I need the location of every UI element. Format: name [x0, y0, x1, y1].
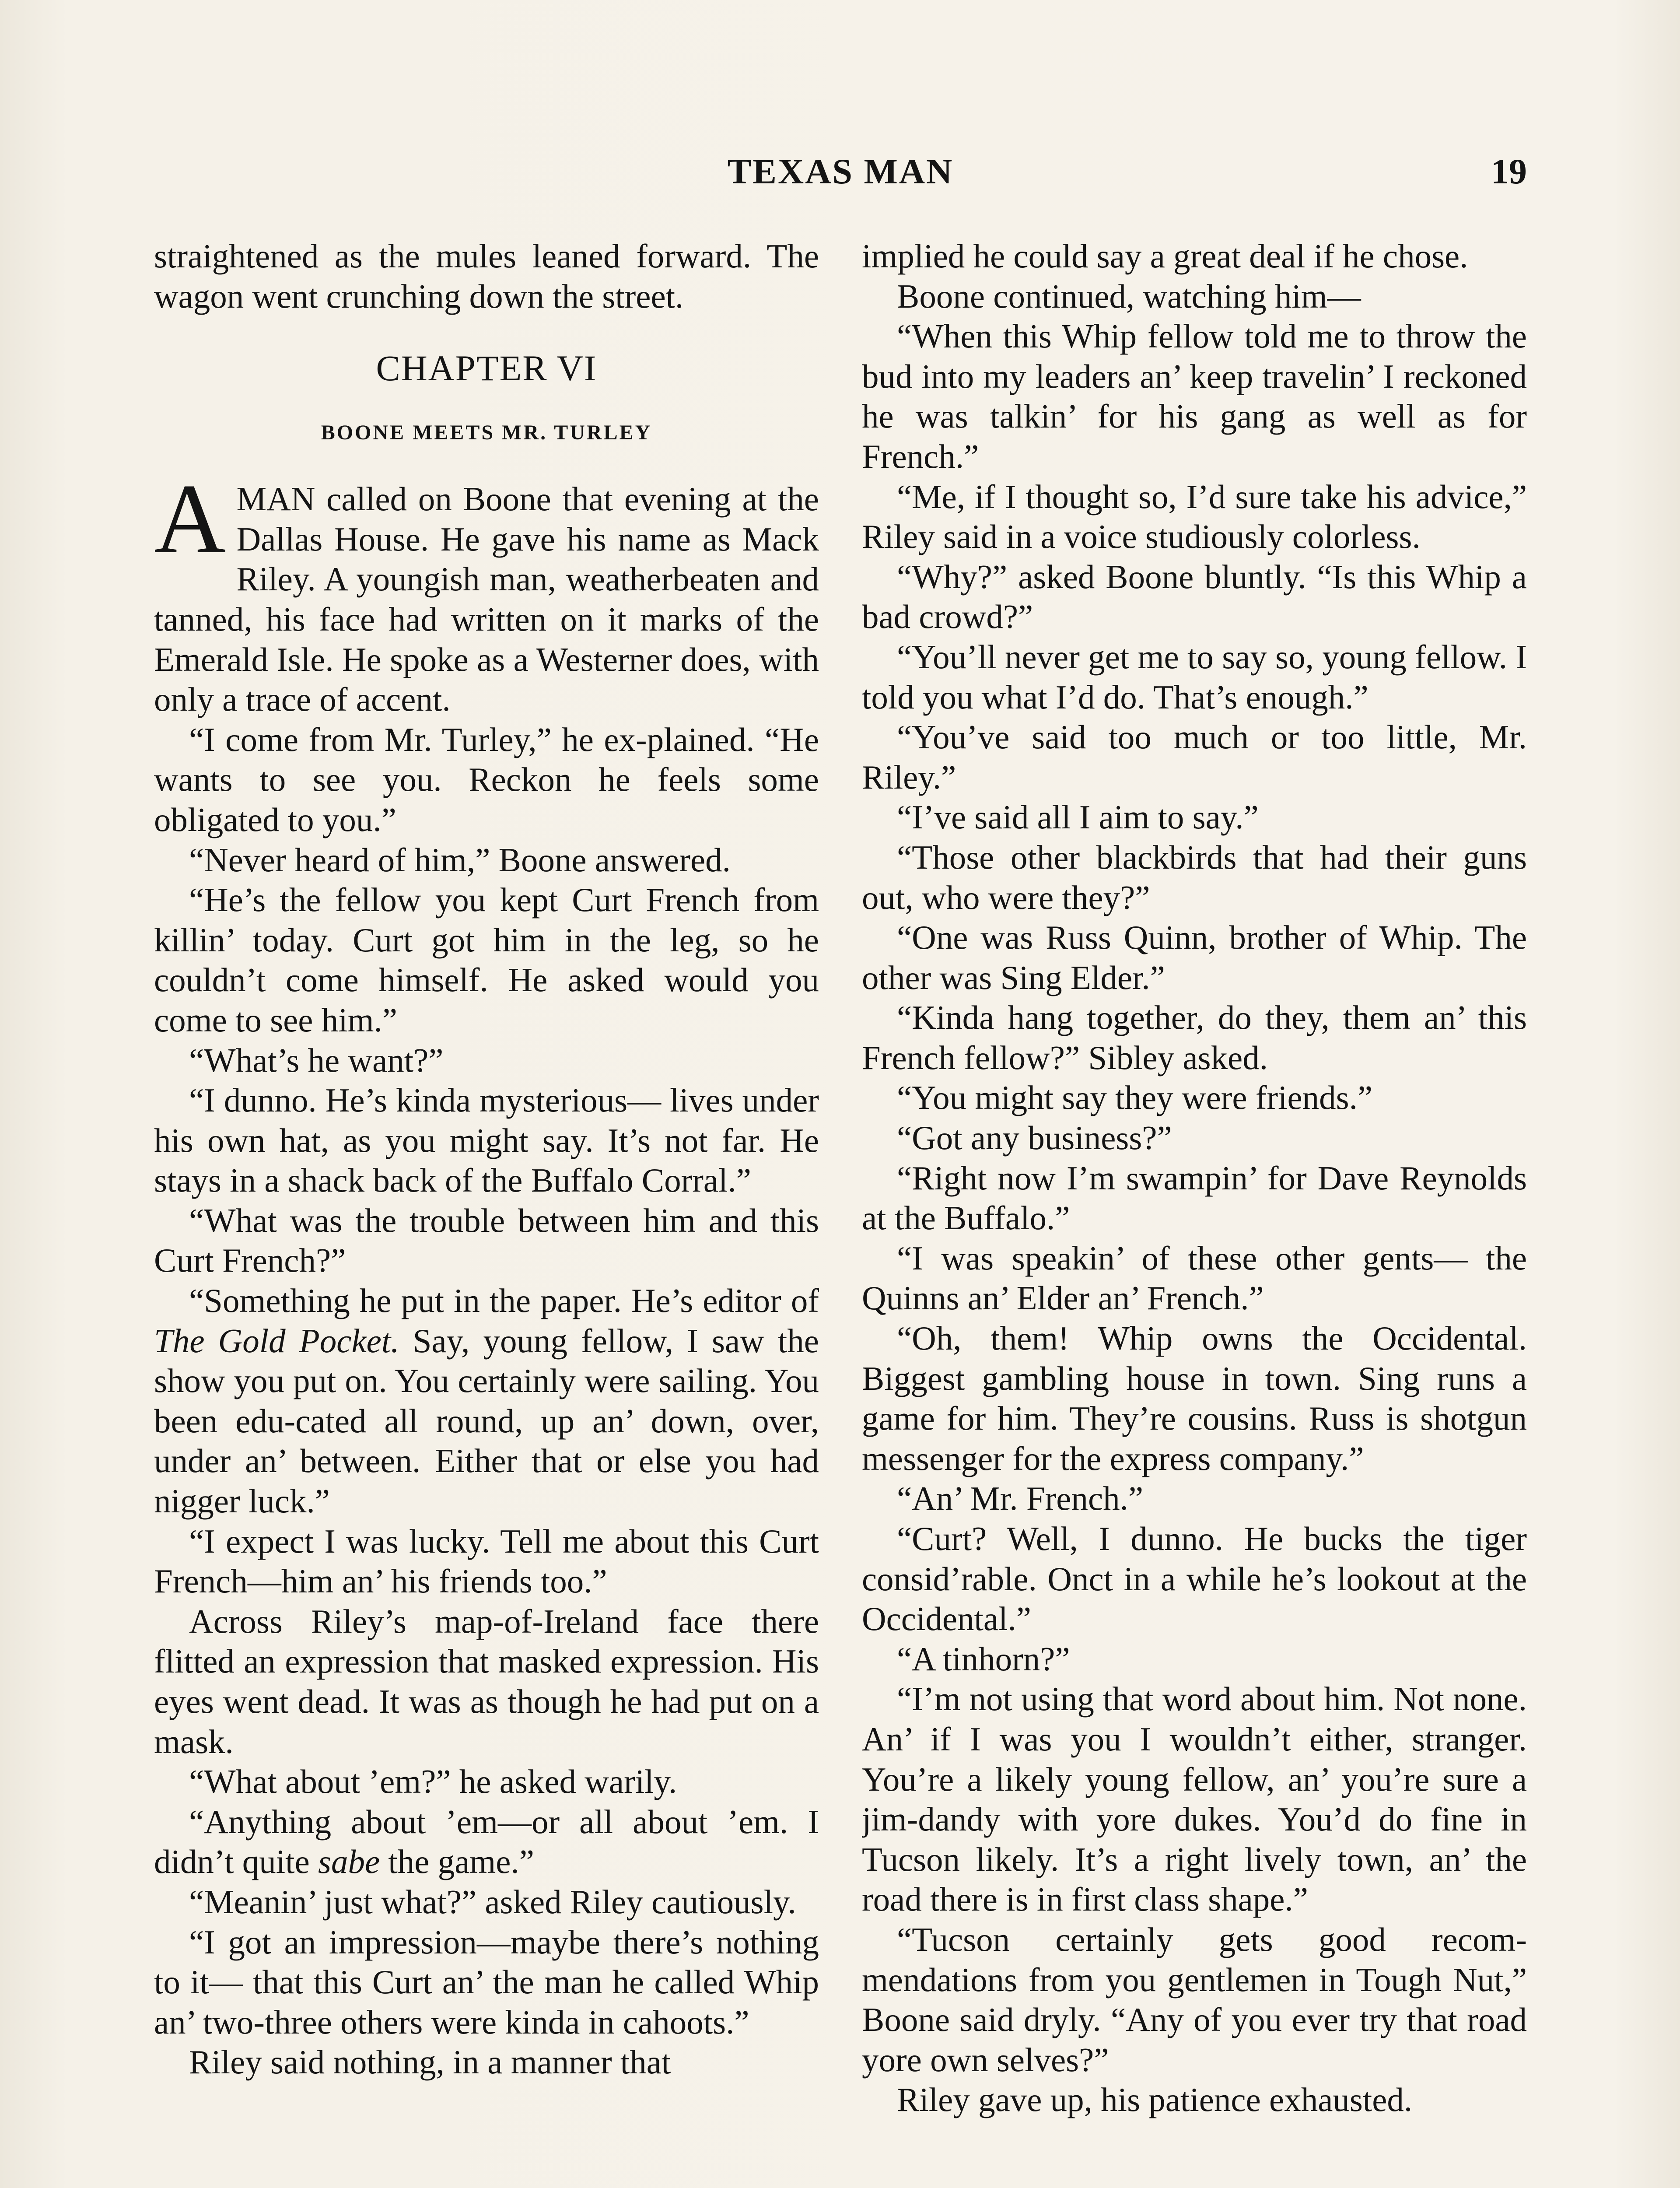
- paragraph: “You might say they were friends.”: [897, 1079, 1373, 1117]
- paragraph: “You’ll never get me to say so, young fellow. I told you what I’d do. That’s enough.”: [862, 638, 1527, 716]
- paragraph: “He’s the fellow you kept Curt French from killin’ today. Curt got him in the leg, so he couldn’t come himself. He asked would you come to see him.”: [154, 881, 819, 1039]
- paragraph: “Oh, them! Whip owns the Occidental. Biggest gambling house in town. Sing runs a game for him. They’re cousins. Russ is shotgun messenger for the express company.”: [862, 1319, 1527, 1477]
- paragraph: “Why?” asked Boone bluntly. “Is this Whip a bad crowd?”: [862, 558, 1527, 636]
- paragraph: “What’s he want?”: [189, 1041, 444, 1079]
- chapter-title: CHAPTER VI: [376, 348, 597, 389]
- text-span: the game.”: [380, 1843, 534, 1881]
- page-number: 19: [1491, 151, 1527, 191]
- paragraph: “Kinda hang together, do they, them an’ this French fellow?” Sibley asked.: [862, 999, 1527, 1076]
- running-head: [154, 151, 1527, 199]
- paragraph: “Those other blackbirds that had their guns out, who were they?”: [862, 838, 1527, 916]
- text-columns: [154, 236, 1527, 2188]
- paragraph: “Right now I’m swampin’ for Dave Reynolds at the Buffalo.”: [862, 1159, 1527, 1237]
- paragraph: Boone continued, watching him—: [897, 277, 1361, 315]
- paragraph: “An’ Mr. French.”: [897, 1480, 1144, 1518]
- italic-word: sabe: [318, 1843, 380, 1881]
- paragraph: “When this Whip fellow told me to throw the bud into my leaders an’ keep travelin’ I reckoned he was talkin’ for his gang as well as for French.”: [862, 317, 1527, 475]
- paragraph: “I’ve said all I aim to say.”: [897, 798, 1259, 836]
- paragraph-continued: implied he could say a great deal if he chose.: [862, 237, 1468, 275]
- paragraph: “What about ’em?” he asked warily.: [189, 1763, 677, 1801]
- paragraph: “I’m not using that word about him. Not none. An’ if I was you I wouldn’t either, stranger. You’re a likely young fellow, an’ you’re sure a jim-dandy with yore dukes. You’d do fine in Tucson likely. It’s a right lively town, an’ the road there is in first class shape.”: [862, 1680, 1527, 1918]
- paragraph: “Got any business?”: [897, 1119, 1172, 1157]
- paragraph: “I come from Mr. Turley,” he ex-plained. “He wants to see you. Reckon he feels some obligated to you.”: [154, 720, 819, 838]
- paragraph: Across Riley’s map-of-Ireland face there flitted an expression that masked expression. His eyes went dead. It was as though he had put on a mask.: [154, 1602, 819, 1760]
- paragraph: “One was Russ Quinn, brother of Whip. The other was Sing Elder.”: [862, 919, 1527, 996]
- paragraph: “Never heard of him,” Boone answered.: [189, 841, 731, 879]
- chapter-subtitle: BOONE MEETS MR. TURLEY: [321, 421, 652, 445]
- paragraph: “Me, if I thought so, I’d sure take his advice,” Riley said in a voice studiously colorless.: [862, 477, 1527, 556]
- text-span: “Anything about ’em—or all about ’em. I didn’t quite: [154, 1802, 819, 1881]
- right-column: [862, 236, 1527, 2188]
- paragraph: [154, 1281, 819, 1522]
- paragraph: Riley gave up, his patience exhausted.: [897, 2081, 1413, 2119]
- paragraph: MAN called on Boone that evening at the Dallas House. He gave his name as Mack Riley. A youngish man, weatherbeaten and tanned, his face had written on it marks of the Emerald Isle. He spoke as a Westerner does, with only a trace of accent.: [154, 480, 819, 719]
- paragraph: “You’ve said too much or too little, Mr. Riley.”: [862, 718, 1527, 796]
- paragraph: “I was speakin’ of these other gents— the Quinns an’ Elder an’ French.”: [862, 1239, 1527, 1317]
- paragraph: “I got an impression—maybe there’s nothing to it— that this Curt an’ the man he called Whip an’ two-three others were kinda in cahoots.”: [154, 1923, 819, 2041]
- paragraph: Riley said nothing, in a manner that: [189, 2043, 671, 2081]
- paragraph-continued: straightened as the mules leaned forward. The wagon went crunching down the street.: [154, 237, 819, 315]
- drop-cap: A: [154, 464, 226, 575]
- running-title: TEXAS MAN: [727, 151, 954, 191]
- paragraph: [154, 1802, 819, 1882]
- paragraph: “I dunno. He’s kinda mysterious— lives under his own hat, as you might say. It’s not far. He stays in a shack back of the Buffalo Corral.”: [154, 1081, 819, 1199]
- opening-paragraph: [154, 464, 819, 720]
- text-span: “Something he put in the paper. He’s editor of: [189, 1282, 819, 1320]
- paragraph: “A tinhorn?”: [897, 1640, 1070, 1678]
- text-span: Say, young fellow, I saw the show you put on. You certainly were sailing. You been edu-cated all round, up an’ down, over, under an’ between. Either that or else you had nigger luck.”: [154, 1322, 819, 1520]
- paragraph: “What was the trouble between him and this Curt French?”: [154, 1201, 819, 1280]
- paragraph: “I expect I was lucky. Tell me about this Curt French—him an’ his friends too.”: [154, 1522, 819, 1600]
- left-column: [154, 236, 819, 2188]
- paragraph: “Curt? Well, I dunno. He bucks the tiger consid’rable. Onct in a while he’s lookout at the Occidental.”: [862, 1520, 1527, 1638]
- paragraph: “Meanin’ just what?” asked Riley cautiously.: [189, 1883, 796, 1921]
- newspaper-title: The Gold Pocket.: [154, 1322, 399, 1360]
- paragraph: “Tucson certainly gets good recom-mendations from you gentlemen in Tough Nut,” Boone said dryly. “Any of you ever try that road yore own selves?”: [862, 1920, 1527, 2079]
